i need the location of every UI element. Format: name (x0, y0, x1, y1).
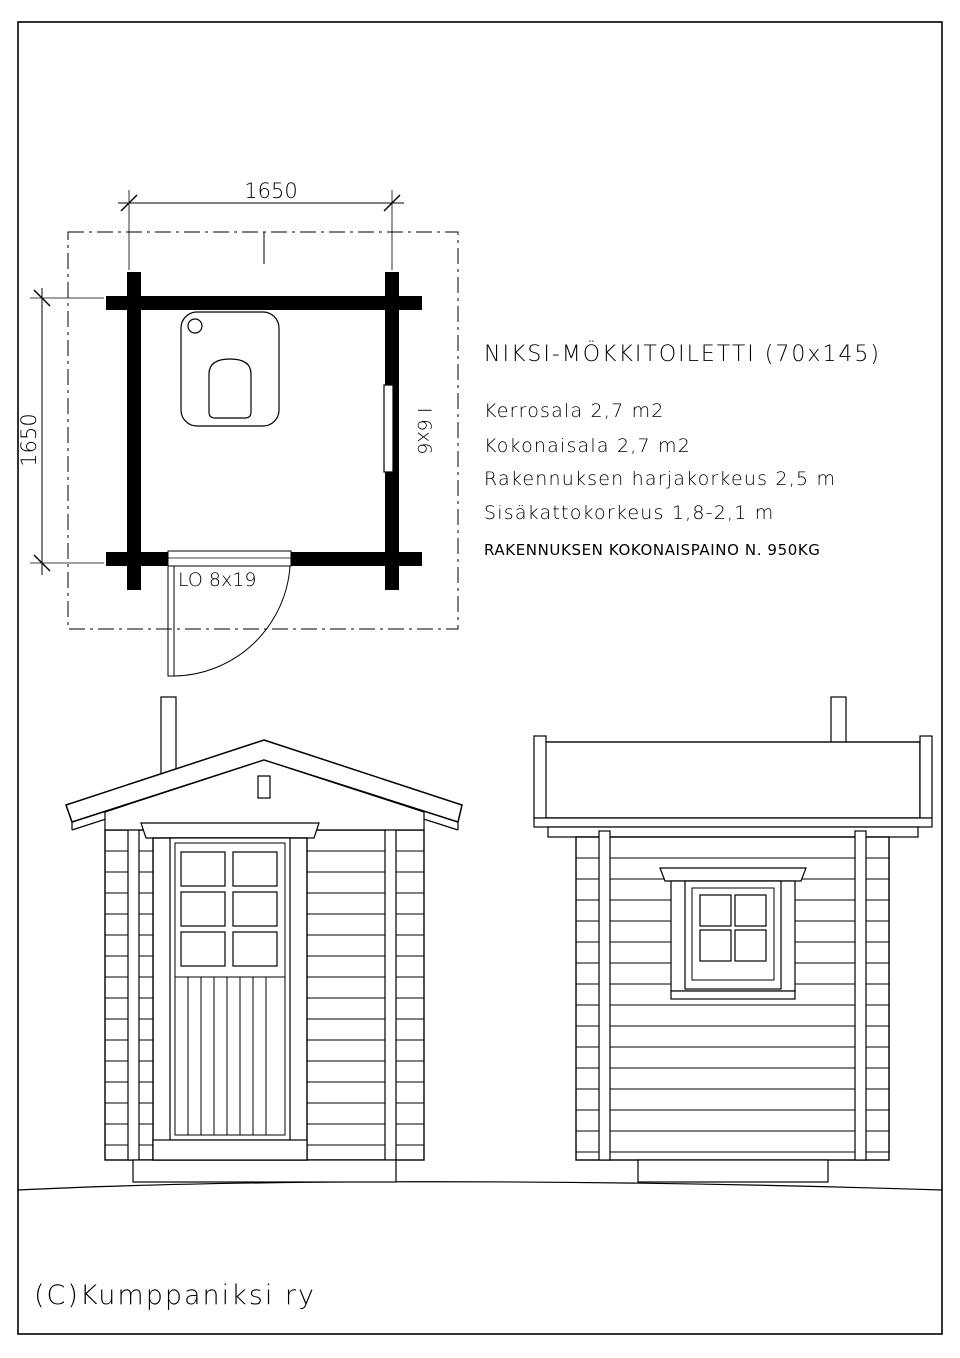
dimension-depth (17, 288, 104, 575)
side-elevation (534, 697, 932, 1182)
front-elevation (66, 697, 462, 1182)
spec-ceiling-height: Sisäkattokorkeus 1,8-2,1 m (484, 502, 775, 524)
ground-line (18, 1182, 942, 1190)
spec-total-area: Kokonaisala 2,7 m2 (484, 435, 692, 457)
floor-plan (17, 179, 458, 676)
door-size-label: LO 8x19 (178, 569, 257, 591)
side-window (660, 868, 806, 999)
window-size-label: I 6x6 (413, 407, 435, 455)
spec-floor-area: Kerrosala 2,7 m2 (484, 400, 665, 422)
spec-total-weight: RAKENNUKSEN KOKONAISPAINO N. 950KG (484, 541, 821, 559)
front-vent-pipe (161, 697, 176, 777)
plan-walls (106, 272, 422, 590)
side-vent-pipe (831, 697, 846, 745)
plan-window (384, 385, 393, 472)
spec-ridge-height: Rakennuksen harjakorkeus 2,5 m (484, 468, 837, 490)
copyright-text: (C)Kumppaniksi ry (34, 1280, 316, 1311)
dimension-width (118, 179, 404, 270)
plan-toilet (181, 312, 279, 426)
dimension-width-label: 1650 (244, 179, 298, 203)
drawing-title: NIKSI-MÖKKITOILETTI (70x145) (484, 342, 881, 367)
dimension-depth-label: 1650 (17, 413, 41, 467)
front-door (141, 823, 319, 1160)
side-roof (534, 736, 932, 837)
front-roof (66, 740, 462, 830)
plan-roof-outline (68, 232, 458, 629)
